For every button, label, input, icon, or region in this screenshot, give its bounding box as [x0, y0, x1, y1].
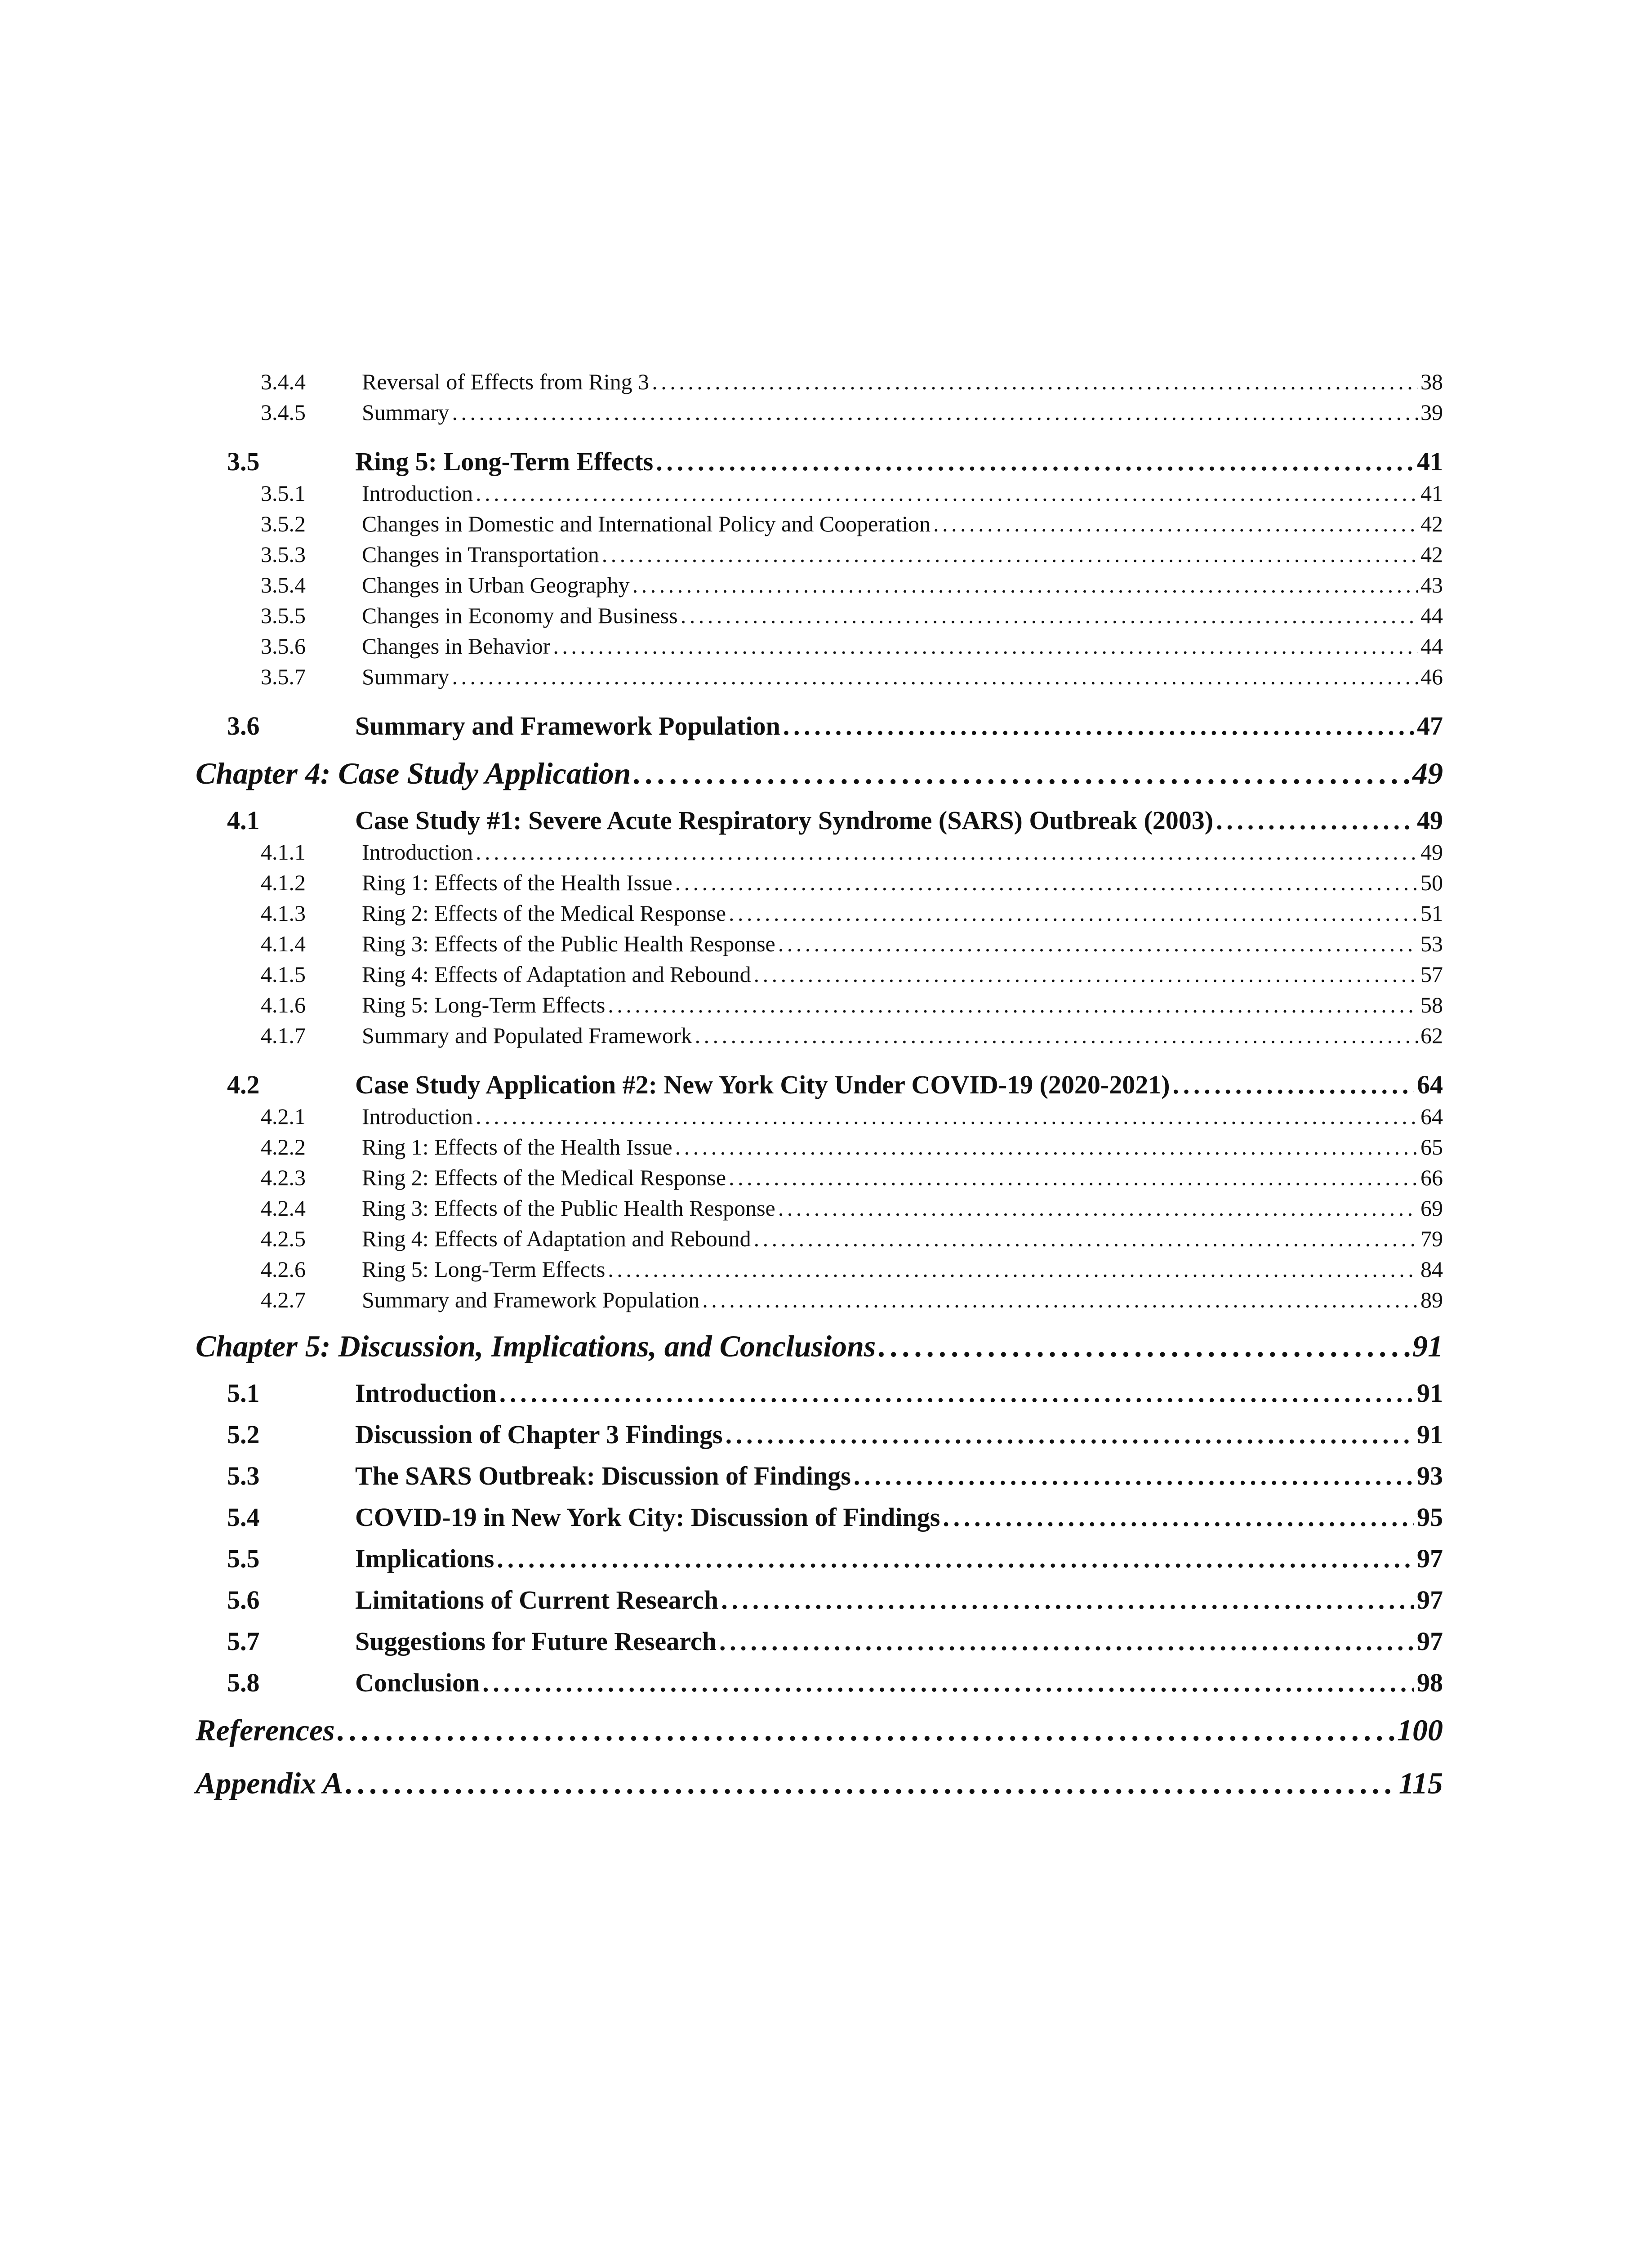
toc-dot-leader — [338, 1713, 1394, 1748]
toc-entry-page-number: 98 — [1417, 1668, 1443, 1697]
toc-entry-number: 5.5 — [227, 1544, 260, 1573]
toc-dot-leader — [729, 900, 1418, 926]
toc-entry-number: 4.2.4 — [261, 1195, 306, 1221]
toc-subsection-entry[interactable] — [196, 900, 1443, 931]
toc-dot-leader — [933, 511, 1418, 537]
toc-section-entry[interactable] — [196, 1536, 1443, 1577]
toc-entry-page-number: 79 — [1420, 1226, 1443, 1251]
toc-entry-page-number: 50 — [1420, 870, 1443, 895]
toc-dot-leader — [721, 1585, 1414, 1615]
toc-entry-title: Ring 1: Effects of the Health Issue — [362, 1134, 672, 1160]
toc-dot-leader — [675, 870, 1418, 896]
toc-entry-number: 4.1.4 — [261, 931, 306, 956]
toc-dot-leader — [878, 1329, 1410, 1364]
toc-entry-page-number: 44 — [1420, 633, 1443, 659]
toc-chapter-entry[interactable] — [196, 1701, 1443, 1754]
toc-entry-number: 4.2.5 — [261, 1226, 306, 1251]
toc-entry-title: Introduction — [362, 839, 473, 865]
toc-entry-title: Conclusion — [355, 1668, 480, 1697]
toc-entry-title: Limitations of Current Research — [355, 1585, 719, 1615]
toc-entry-page-number: 64 — [1417, 1070, 1443, 1099]
table-of-contents — [196, 369, 1443, 1807]
toc-dot-leader — [476, 480, 1418, 506]
toc-entry-title: Introduction — [362, 1104, 473, 1129]
toc-entry-title: Case Study Application #2: New York City Under COVID-19 (2020-2021) — [355, 1070, 1170, 1099]
toc-dot-leader — [499, 1378, 1414, 1408]
toc-entry-page-number: 95 — [1417, 1503, 1443, 1532]
toc-entry-page-number: 39 — [1420, 400, 1443, 425]
toc-entry-page-number: 97 — [1417, 1627, 1443, 1656]
toc-subsection-entry[interactable] — [196, 961, 1443, 992]
toc-entry-page-number: 41 — [1417, 447, 1443, 476]
toc-entry-title: Ring 2: Effects of the Medical Response — [362, 901, 726, 926]
toc-entry-number: 4.1.3 — [261, 901, 306, 926]
toc-dot-leader — [476, 1103, 1418, 1129]
toc-entry-title: Changes in Domestic and International Policy and Cooperation — [362, 511, 931, 536]
toc-entry-title: Changes in Behavior — [362, 633, 551, 659]
toc-section-entry[interactable] — [196, 430, 1443, 480]
toc-entry-number: 5.8 — [227, 1668, 260, 1697]
toc-dot-leader — [726, 1419, 1414, 1450]
toc-entry-page-number: 44 — [1420, 603, 1443, 628]
toc-dot-leader — [1173, 1070, 1414, 1100]
toc-dot-leader — [608, 1256, 1418, 1282]
toc-entry-title: Ring 5: Long-Term Effects — [362, 992, 606, 1017]
toc-subsection-entry[interactable] — [196, 664, 1443, 694]
toc-entry-number: 5.2 — [227, 1420, 260, 1449]
toc-entry-page-number: 41 — [1420, 481, 1443, 506]
toc-entry-number: 3.5.5 — [261, 603, 306, 628]
toc-section-entry[interactable] — [196, 798, 1443, 839]
toc-entry-number: 3.6 — [227, 711, 260, 740]
toc-dot-leader — [754, 1226, 1418, 1252]
toc-entry-page-number: 91 — [1417, 1378, 1443, 1408]
toc-dot-leader — [633, 756, 1410, 791]
toc-entry-page-number: 49 — [1412, 756, 1443, 790]
toc-dot-leader — [702, 1287, 1418, 1313]
toc-dot-leader — [602, 541, 1418, 567]
toc-dot-leader — [482, 1668, 1414, 1698]
toc-section-entry[interactable] — [196, 1619, 1443, 1660]
toc-dot-leader — [695, 1022, 1418, 1048]
toc-subsection-entry[interactable] — [196, 870, 1443, 900]
toc-section-entry[interactable] — [196, 1494, 1443, 1536]
toc-entry-title: Introduction — [355, 1378, 497, 1408]
toc-entry-title: COVID-19 in New York City: Discussion of Findings — [355, 1503, 940, 1532]
toc-entry-title: Ring 4: Effects of Adaptation and Rebound — [362, 962, 751, 987]
toc-dot-leader — [681, 602, 1418, 629]
toc-entry-number: 4.1.7 — [261, 1023, 306, 1048]
toc-entry-number: 4.1.2 — [261, 870, 306, 895]
toc-entry-title: Chapter 4: Case Study Application — [196, 756, 631, 790]
toc-entry-title: Changes in Transportation — [362, 542, 599, 567]
toc-subsection-entry[interactable] — [196, 1103, 1443, 1134]
toc-entry-title: Ring 5: Long-Term Effects — [362, 1257, 606, 1282]
toc-entry-page-number: 46 — [1420, 664, 1443, 689]
toc-entry-title: Reversal of Effects from Ring 3 — [362, 369, 650, 394]
toc-dot-leader — [1216, 805, 1414, 835]
toc-entry-page-number: 89 — [1420, 1287, 1443, 1312]
toc-entry-number: 4.2.7 — [261, 1287, 306, 1312]
toc-dot-leader — [729, 1164, 1418, 1191]
toc-subsection-entry[interactable] — [196, 1256, 1443, 1287]
toc-subsection-entry[interactable] — [196, 992, 1443, 1022]
toc-entry-number: 3.5.2 — [261, 511, 306, 536]
toc-entry-number: 4.1.6 — [261, 992, 306, 1017]
toc-entry-title: Suggestions for Future Research — [355, 1627, 717, 1656]
toc-entry-number: 5.1 — [227, 1378, 260, 1408]
toc-entry-page-number: 57 — [1420, 962, 1443, 987]
toc-entry-number: 3.5.7 — [261, 664, 306, 689]
toc-entry-number: 3.5.4 — [261, 572, 306, 598]
toc-dot-leader — [943, 1502, 1414, 1532]
toc-subsection-entry[interactable] — [196, 633, 1443, 664]
toc-entry-title: Ring 3: Effects of the Public Health Response — [362, 1195, 775, 1221]
toc-dot-leader — [778, 1195, 1418, 1221]
toc-section-entry[interactable] — [196, 1660, 1443, 1701]
toc-entry-page-number: 97 — [1417, 1544, 1443, 1573]
toc-chapter-entry[interactable] — [196, 745, 1443, 798]
toc-entry-title: Ring 3: Effects of the Public Health Response — [362, 931, 775, 956]
toc-entry-title: Ring 2: Effects of the Medical Response — [362, 1165, 726, 1190]
toc-dot-leader — [608, 992, 1418, 1018]
toc-entry-title: Introduction — [362, 481, 473, 506]
toc-entry-number: 5.4 — [227, 1503, 260, 1532]
toc-entry-title: Ring 1: Effects of the Health Issue — [362, 870, 672, 895]
toc-section-entry[interactable] — [196, 694, 1443, 745]
toc-entry-number: 3.5.3 — [261, 542, 306, 567]
toc-entry-title: Changes in Urban Geography — [362, 572, 630, 598]
toc-subsection-entry[interactable] — [196, 399, 1443, 430]
toc-entry-number: 4.2.3 — [261, 1165, 306, 1190]
toc-entry-number: 4.2 — [227, 1070, 260, 1099]
toc-entry-page-number: 53 — [1420, 931, 1443, 956]
toc-entry-title: Appendix A — [196, 1766, 343, 1800]
toc-entry-title: Summary and Framework Population — [362, 1287, 700, 1312]
toc-subsection-entry[interactable] — [196, 511, 1443, 541]
toc-entry-page-number: 42 — [1420, 511, 1443, 536]
toc-entry-number: 3.5.1 — [261, 481, 306, 506]
toc-entry-page-number: 62 — [1420, 1023, 1443, 1048]
toc-dot-leader — [778, 931, 1418, 957]
toc-entry-page-number: 58 — [1420, 992, 1443, 1017]
toc-dot-leader — [656, 446, 1414, 477]
toc-section-entry[interactable] — [196, 1053, 1443, 1103]
toc-entry-title: Discussion of Chapter 3 Findings — [355, 1420, 723, 1449]
toc-subsection-entry[interactable] — [196, 480, 1443, 511]
toc-entry-page-number: 64 — [1420, 1104, 1443, 1129]
toc-entry-page-number: 43 — [1420, 572, 1443, 598]
toc-entry-page-number: 93 — [1417, 1461, 1443, 1490]
toc-entry-page-number: 42 — [1420, 542, 1443, 567]
toc-dot-leader — [754, 961, 1418, 987]
toc-entry-number: 3.5 — [227, 447, 260, 476]
toc-subsection-entry[interactable] — [196, 1195, 1443, 1226]
toc-entry-number: 3.4.5 — [261, 400, 306, 425]
toc-entry-number: 4.1.1 — [261, 839, 306, 865]
toc-entry-title: Implications — [355, 1544, 494, 1573]
toc-section-entry[interactable] — [196, 1370, 1443, 1412]
toc-entry-page-number: 65 — [1420, 1134, 1443, 1160]
toc-entry-page-number: 115 — [1398, 1766, 1443, 1800]
toc-entry-number: 4.1 — [227, 806, 260, 835]
toc-entry-title: Summary — [362, 400, 450, 425]
toc-entry-page-number: 100 — [1397, 1713, 1443, 1747]
toc-subsection-entry[interactable] — [196, 602, 1443, 633]
toc-subsection-entry[interactable] — [196, 369, 1443, 399]
toc-dot-leader — [476, 839, 1418, 865]
toc-entry-title: References — [196, 1713, 335, 1747]
toc-entry-title: Summary — [362, 664, 450, 689]
toc-entry-number: 3.5.6 — [261, 633, 306, 659]
toc-entry-page-number: 51 — [1420, 901, 1443, 926]
toc-entry-page-number: 38 — [1420, 369, 1443, 394]
toc-dot-leader — [497, 1543, 1414, 1574]
toc-entry-page-number: 47 — [1417, 711, 1443, 740]
toc-subsection-entry[interactable] — [196, 1287, 1443, 1317]
toc-subsection-entry[interactable] — [196, 1022, 1443, 1053]
toc-entry-number: 4.2.6 — [261, 1257, 306, 1282]
toc-section-entry[interactable] — [196, 1453, 1443, 1494]
toc-entry-title: Ring 4: Effects of Adaptation and Rebound — [362, 1226, 751, 1251]
toc-entry-number: 5.7 — [227, 1627, 260, 1656]
toc-dot-leader — [452, 399, 1418, 425]
toc-entry-title: The SARS Outbreak: Discussion of Findings — [355, 1461, 851, 1490]
toc-dot-leader — [632, 572, 1418, 598]
toc-dot-leader — [346, 1766, 1396, 1801]
toc-subsection-entry[interactable] — [196, 1164, 1443, 1195]
toc-chapter-entry[interactable] — [196, 1754, 1443, 1807]
toc-entry-title: Changes in Economy and Business — [362, 603, 678, 628]
toc-entry-title: Ring 5: Long-Term Effects — [355, 447, 654, 476]
toc-dot-leader — [783, 711, 1414, 741]
toc-entry-number: 3.4.4 — [261, 369, 306, 394]
toc-subsection-entry[interactable] — [196, 1226, 1443, 1256]
toc-section-entry[interactable] — [196, 1577, 1443, 1619]
toc-entry-title: Case Study #1: Severe Acute Respiratory Syndrome (SARS) Outbreak (2003) — [355, 806, 1214, 835]
toc-subsection-entry[interactable] — [196, 839, 1443, 870]
toc-subsection-entry[interactable] — [196, 572, 1443, 602]
toc-entry-page-number: 84 — [1420, 1257, 1443, 1282]
toc-entry-title: Chapter 5: Discussion, Implications, and Conclusions — [196, 1329, 876, 1363]
toc-entry-page-number: 66 — [1420, 1165, 1443, 1190]
toc-entry-page-number: 91 — [1417, 1420, 1443, 1449]
toc-entry-page-number: 91 — [1412, 1329, 1443, 1363]
toc-entry-number: 5.3 — [227, 1461, 260, 1490]
toc-chapter-entry[interactable] — [196, 1317, 1443, 1370]
toc-entry-number: 4.2.2 — [261, 1134, 306, 1160]
toc-dot-leader — [652, 369, 1418, 395]
toc-entry-title: Summary and Framework Population — [355, 711, 780, 740]
toc-entry-page-number: 49 — [1420, 839, 1443, 865]
toc-dot-leader — [553, 633, 1418, 659]
toc-entry-number: 4.1.5 — [261, 962, 306, 987]
toc-entry-number: 4.2.1 — [261, 1104, 306, 1129]
toc-subsection-entry[interactable] — [196, 541, 1443, 572]
toc-subsection-entry[interactable] — [196, 931, 1443, 961]
toc-entry-page-number: 69 — [1420, 1195, 1443, 1221]
toc-subsection-entry[interactable] — [196, 1134, 1443, 1164]
toc-dot-leader — [854, 1461, 1414, 1491]
toc-dot-leader — [452, 664, 1418, 690]
toc-dot-leader — [675, 1134, 1418, 1160]
toc-entry-number: 5.6 — [227, 1585, 260, 1615]
toc-dot-leader — [719, 1626, 1414, 1656]
toc-entry-page-number: 97 — [1417, 1585, 1443, 1615]
toc-entry-title: Summary and Populated Framework — [362, 1023, 692, 1048]
toc-entry-page-number: 49 — [1417, 806, 1443, 835]
toc-section-entry[interactable] — [196, 1412, 1443, 1453]
